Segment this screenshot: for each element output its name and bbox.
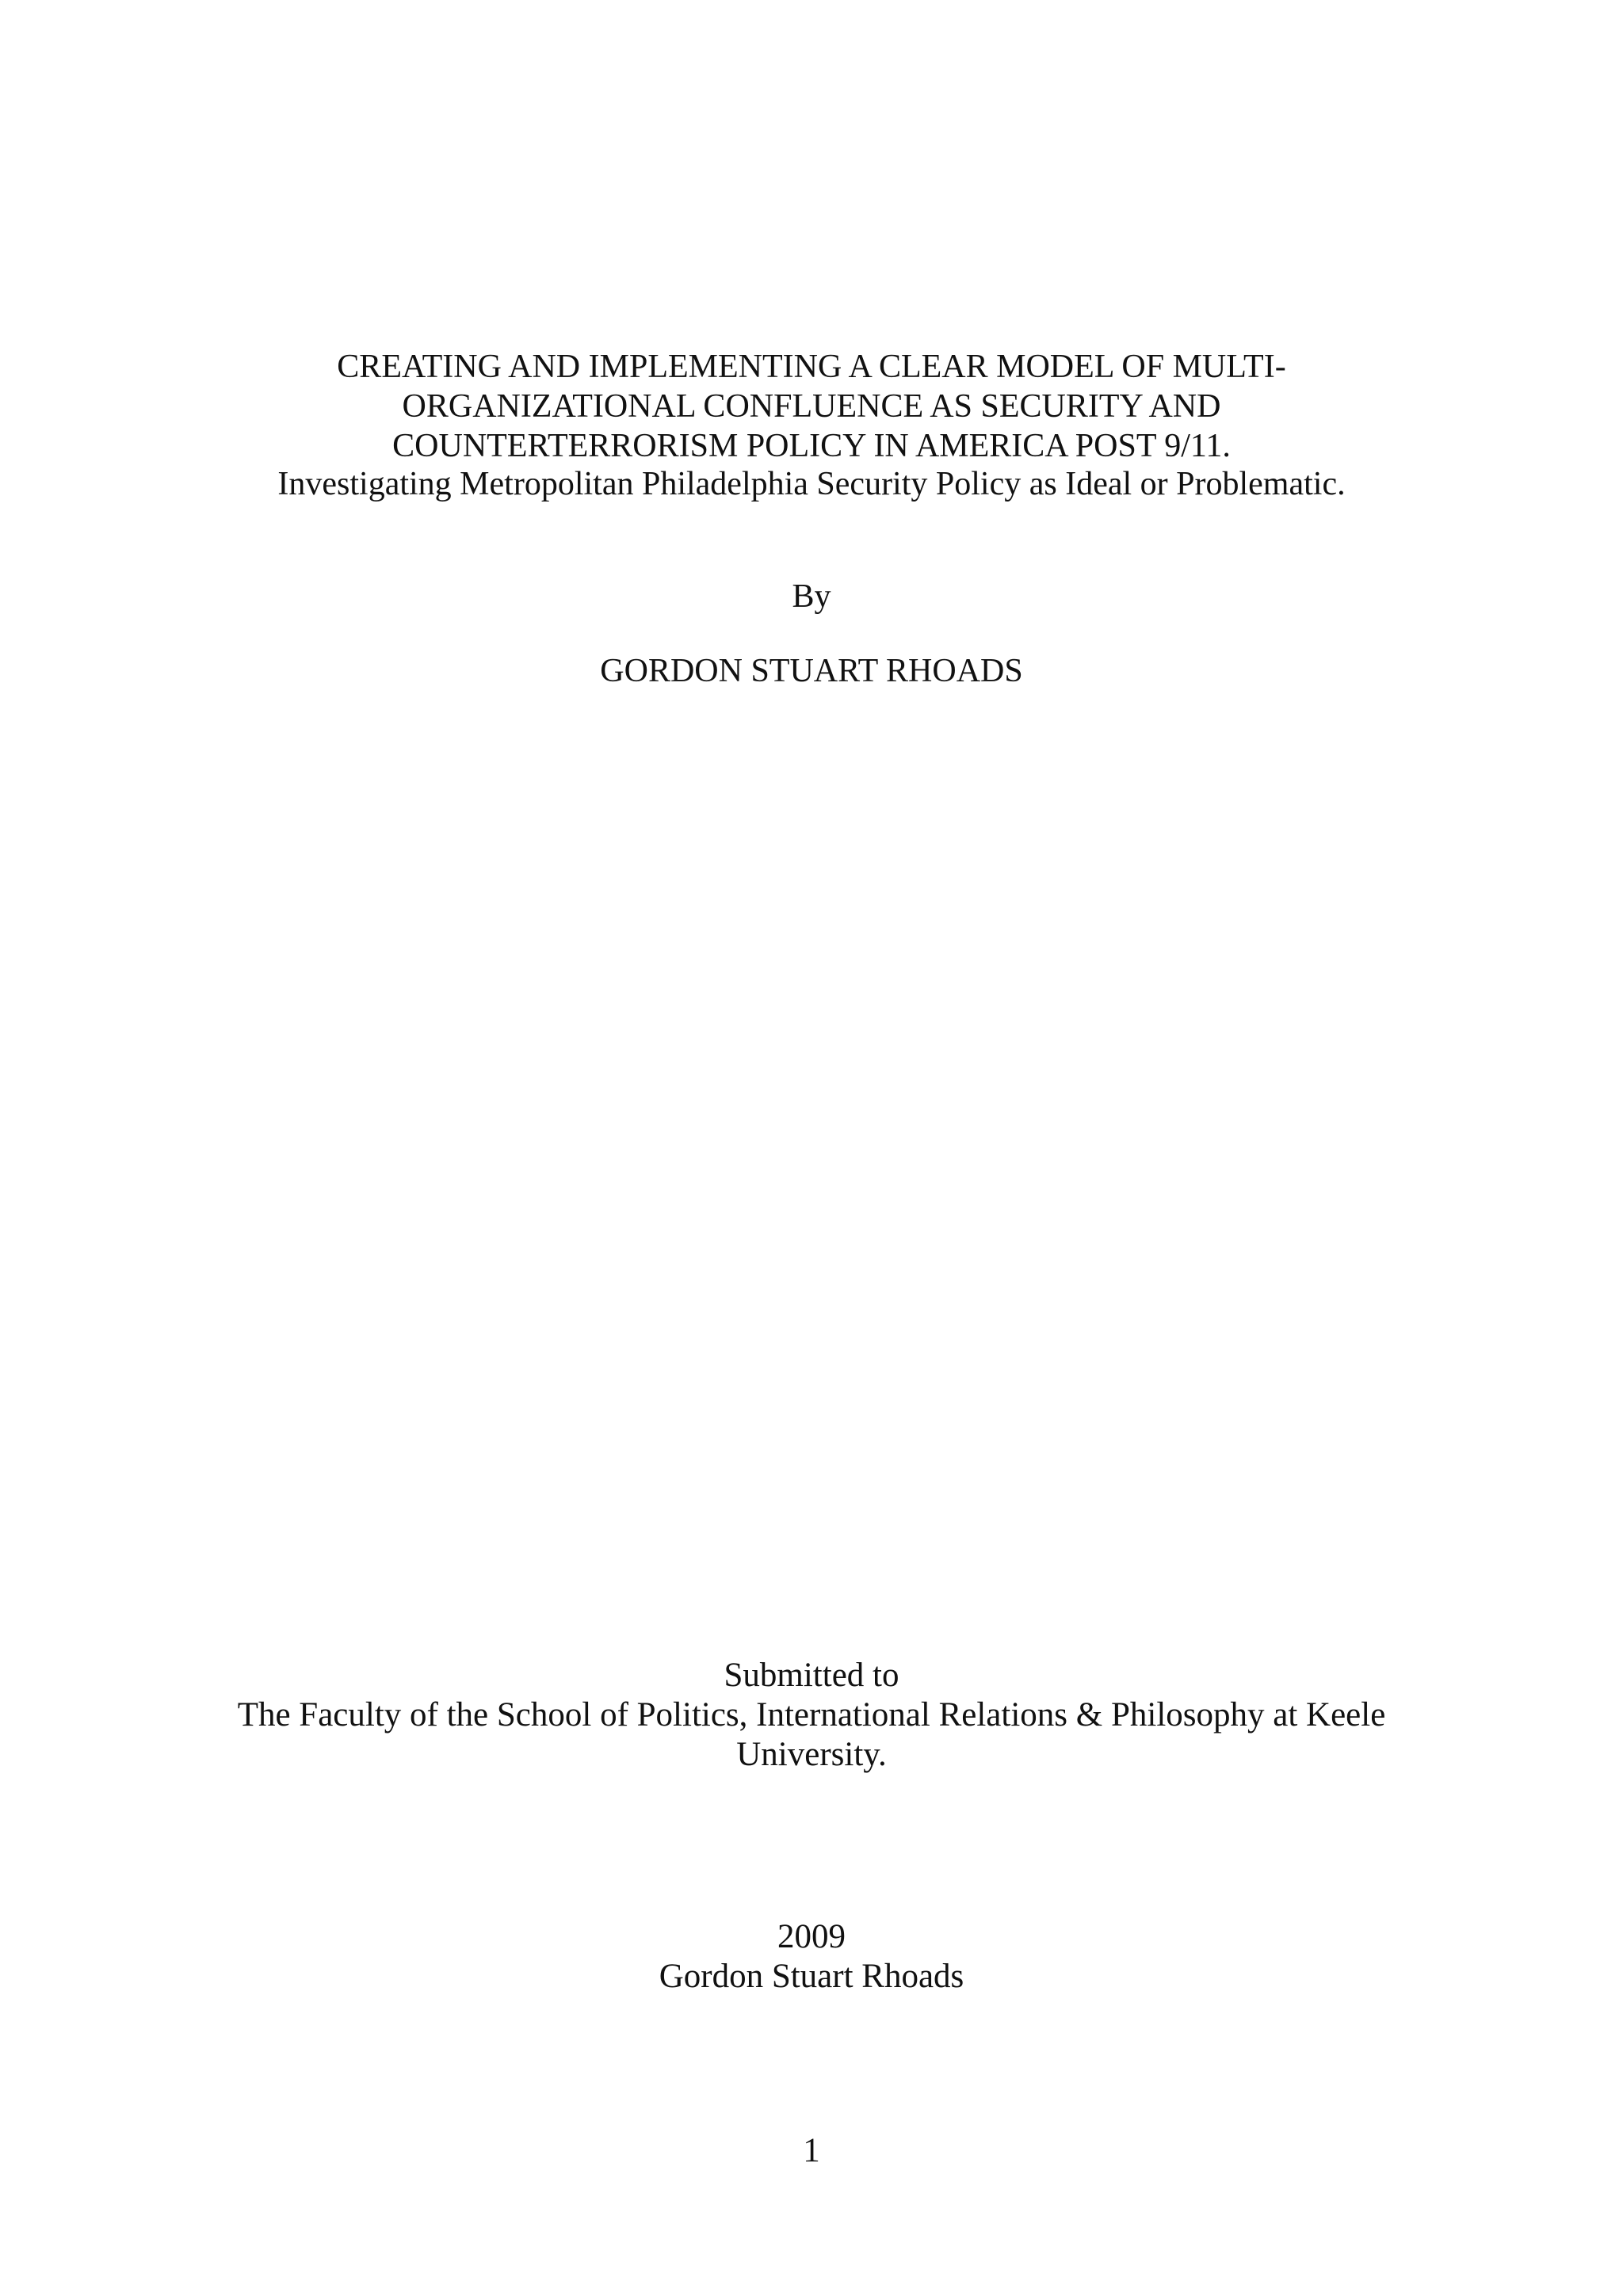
title-line-1: CREATING AND IMPLEMENTING A CLEAR MODEL OF MULTI- <box>337 349 1286 385</box>
footer-author: Gordon Stuart Rhoads <box>659 1958 964 1995</box>
title-line-3: COUNTERTERRORISM POLICY IN AMERICA POST 9/11. <box>392 428 1231 464</box>
page-number: 1 <box>803 2132 820 2169</box>
by-label: By <box>792 578 831 615</box>
subtitle: Investigating Metropolitan Philadelphia Security Policy as Ideal or Problematic. <box>277 466 1346 502</box>
university-line: University. <box>736 1736 887 1773</box>
submitted-to: Submitted to <box>724 1657 899 1694</box>
title-line-2: ORGANIZATIONAL CONFLUENCE AS SECURITY AND <box>402 388 1221 425</box>
author-name: GORDON STUART RHOADS <box>600 653 1023 689</box>
faculty-line: The Faculty of the School of Politics, International Relations & Philosophy at Keele <box>237 1696 1386 1733</box>
year: 2009 <box>777 1918 846 1955</box>
